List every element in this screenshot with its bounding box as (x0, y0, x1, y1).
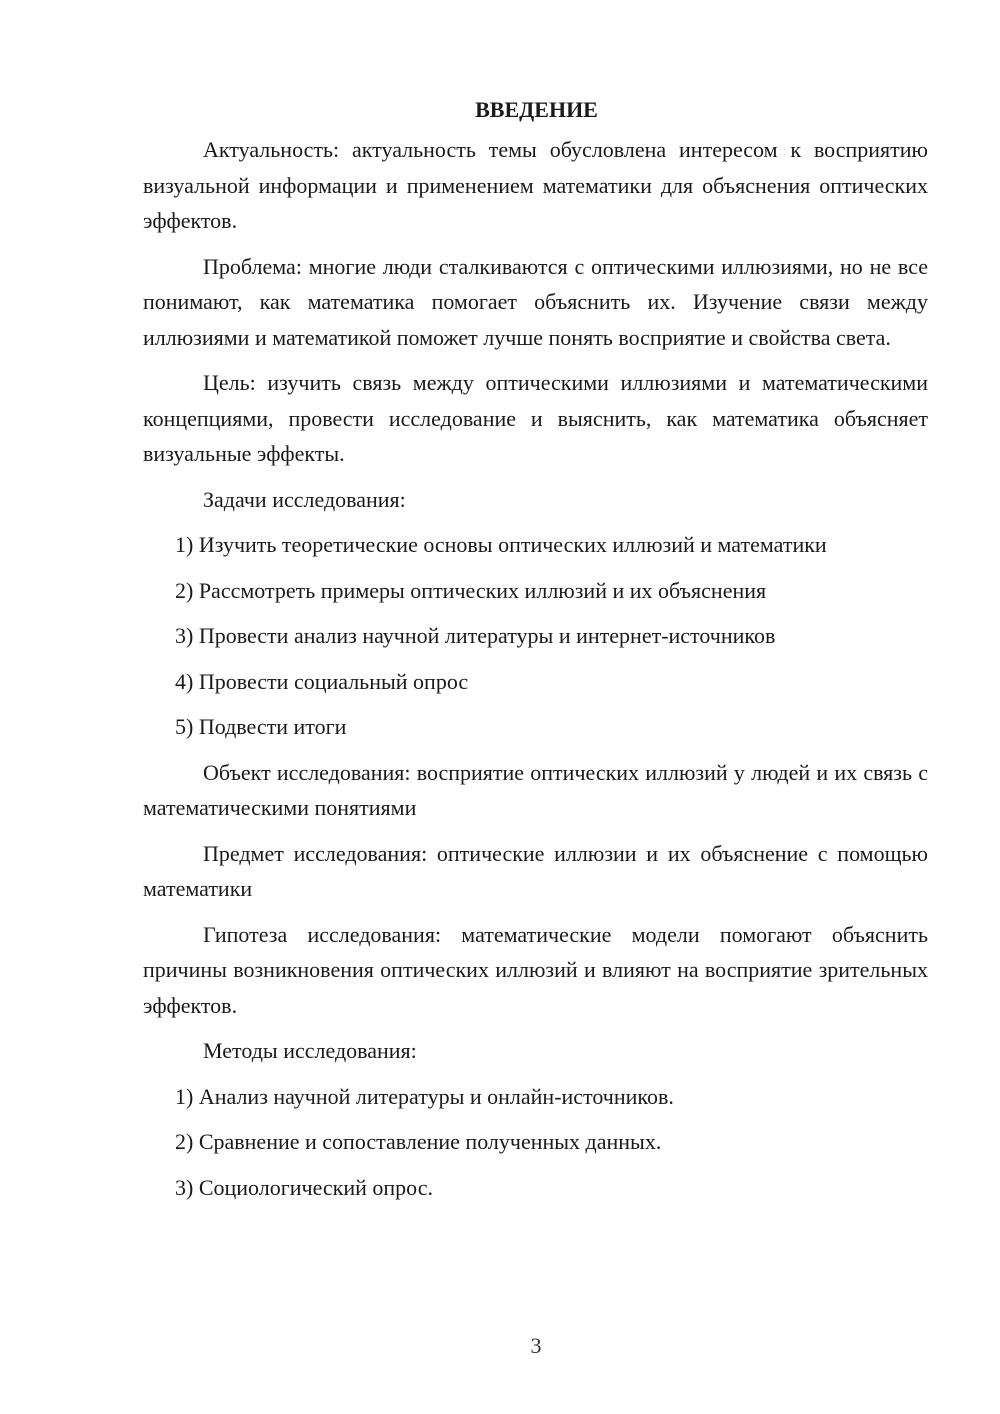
goal-paragraph: Цель: изучить связь между оптическими иллюзиями и математическими концепциями, провести исследование и выяснить, как математика объясняет визуальные эффекты. (143, 370, 928, 466)
list-item: 4) Провести социальный опрос (175, 668, 469, 694)
list-item: 2) Рассмотреть примеры оптических иллюзий и их объяснения (175, 577, 767, 603)
methods-heading: Методы исследования: (203, 1038, 417, 1063)
subject-paragraph: Предмет исследования: оптические иллюзии и их объяснение с помощью математики (143, 840, 928, 901)
methods-list (143, 1079, 928, 1206)
list-item: 1) Изучить теоретические основы оптических иллюзий и математики (175, 532, 827, 557)
tasks-list (143, 527, 928, 745)
page-number: 3 (530, 1333, 542, 1358)
list-item: 5) Подвести итоги (175, 714, 347, 739)
object-paragraph: Объект исследования: восприятие оптических иллюзий у людей и их связь с математическими понятиями (143, 759, 928, 820)
list-item: 2) Сравнение и сопоставление полученных данных. (175, 1129, 662, 1154)
document-page (143, 93, 928, 1215)
list-item: 1) Анализ научной литературы и онлайн-источников. (175, 1083, 674, 1109)
list-item: 3) Провести анализ научной литературы и интернет-источников (175, 623, 776, 648)
section-title: ВВЕДЕНИЕ (475, 97, 598, 122)
problem-paragraph: Проблема: многие люди сталкиваются с оптическими иллюзиями, но не все понимают, как математика помогает объяснить их. Изучение связи между иллюзиями и математикой поможет лучше понять восприятие и свойства света. (143, 253, 928, 350)
hypothesis-paragraph: Гипотеза исследования: математические модели помогают объяснить причины возникновения оптических иллюзий и влияют на восприятие зрительных эффектов. (143, 921, 928, 1018)
list-item: 3) Социологический опрос. (175, 1174, 433, 1200)
tasks-heading: Задачи исследования: (203, 486, 406, 512)
relevance-paragraph: Актуальность: актуальность темы обусловлена интересом к восприятию визуальной информации и применением математики для объяснения оптических эффектов. (143, 137, 928, 233)
